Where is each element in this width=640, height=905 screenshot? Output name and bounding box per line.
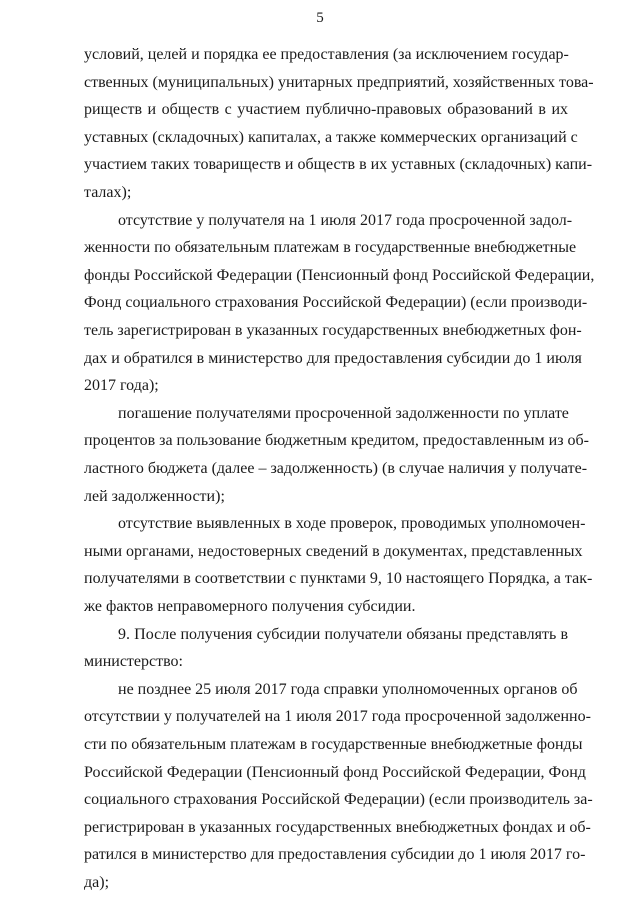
text-line: Фонд социального страхования Российской Федерации) (если производи- — [84, 294, 588, 311]
page-number: 5 — [316, 10, 324, 26]
text-line: погашение получателями просроченной задолженности по уплате — [118, 405, 569, 422]
text-line: условий, целей и порядка ее предоставления (за исключением государ- — [84, 46, 569, 63]
text-line: ратился в министерство для предоставления субсидии до 1 июля 2017 го- — [84, 846, 586, 863]
text-line: 9. После получения субсидии получатели обязаны представлять в — [118, 626, 568, 643]
text-line: отсутствие выявленных в ходе проверок, проводимых уполномочен- — [118, 515, 586, 532]
text-line: тель зарегистрирован в указанных государственных внебюджетных фон- — [84, 322, 582, 339]
text-line: участием таких товариществ и обществ в их уставных (складочных) капи- — [84, 156, 593, 173]
text-line: Российской Федерации (Пенсионный фонд Российской Федерации, Фонд — [84, 764, 586, 781]
text-line: ластного бюджета (далее – задолженность) (в случае наличия у получате- — [84, 460, 588, 477]
text-line: риществ и обществ с участием публично-правовых образований в их — [84, 101, 568, 118]
text-line: же фактов неправомерного получения субсидии. — [84, 598, 416, 615]
text-line: процентов за пользование бюджетным кредитом, предоставленным из об- — [84, 432, 590, 449]
text-line: талах); — [84, 184, 132, 201]
text-line: дах и обратился в министерство для предоставления субсидии до 1 июля — [84, 350, 582, 367]
text-line: ными органами, недостоверных сведений в документах, представленных — [84, 543, 583, 560]
text-line: ственных (муниципальных) унитарных предприятий, хозяйственных това- — [84, 74, 594, 91]
text-line: регистрирован в указанных государственных внебюджетных фондах и об- — [84, 819, 591, 836]
text-line: отсутствие у получателя на 1 июля 2017 года просроченной задол- — [118, 212, 573, 229]
text-line: социального страхования Российской Федерации) (если производитель за- — [84, 791, 593, 808]
text-line: получателями в соответствии с пунктами 9, 10 настоящего Порядка, а так- — [84, 570, 593, 587]
text-line: женности по обязательным платежам в государственные внебюджетные — [84, 239, 577, 256]
text-line: 2017 года); — [84, 377, 159, 394]
text-line: не позднее 25 июля 2017 года справки уполномоченных органов об — [118, 681, 578, 698]
text-line: фонды Российской Федерации (Пенсионный фонд Российской Федерации, — [84, 267, 595, 284]
text-line: уставных (складочных) капиталах, а также коммерческих организаций с — [84, 129, 578, 146]
text-line: лей задолженности); — [84, 488, 225, 505]
text-line: сти по обязательным платежам в государственные внебюджетные фонды — [84, 736, 583, 753]
text-line: министерство: — [84, 653, 183, 670]
text-line: да); — [84, 874, 110, 891]
text-line: отсутствии у получателей на 1 июля 2017 года просроченной задолженно- — [84, 708, 591, 725]
